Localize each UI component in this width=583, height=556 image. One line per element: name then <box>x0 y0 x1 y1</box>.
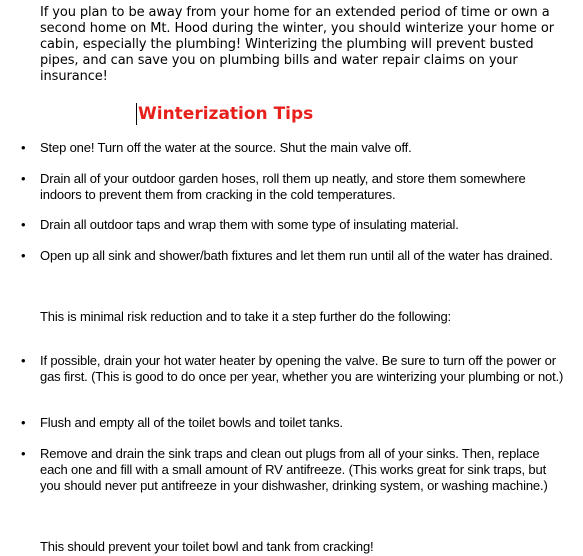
bullet-icon: • <box>21 415 26 430</box>
list-item-text: Drain all outdoor taps and wrap them with some type of insulating material. <box>40 217 459 232</box>
list-item-text: Remove and drain the sink traps and clean out plugs from all of your sinks. Then, replace each one and fill with a small amount of RV antifreeze. (This works great for sink traps, but you should never put antifreeze in your dishwasher, drinking system, or washing machine.) <box>40 446 548 493</box>
middle-note: This is minimal risk reduction and to take it a step further do the following: <box>40 309 451 324</box>
page-heading: Winterization Tips <box>138 104 314 124</box>
list-item <box>21 140 570 156</box>
bullet-icon: • <box>21 217 26 232</box>
list-item <box>21 446 570 494</box>
bullet-icon: • <box>21 248 26 263</box>
bullet-icon: • <box>21 353 26 368</box>
closing-note: This should prevent your toilet bowl and tank from cracking! <box>40 539 374 554</box>
list-item <box>21 353 570 385</box>
bullet-icon: • <box>21 171 26 186</box>
list-item <box>21 248 570 264</box>
list-item-text: If possible, drain your hot water heater by opening the valve. Be sure to turn off the power or gas first. (This is good to do once per year, whether you are winterizing your plumbing or not.) <box>40 353 564 384</box>
bullet-icon: • <box>21 446 26 461</box>
list-item-text: Open up all sink and shower/bath fixtures and let them run until all of the water has drained. <box>40 248 553 263</box>
list-item <box>21 171 570 203</box>
list-item <box>21 415 570 431</box>
intro-paragraph: If you plan to be away from your home for an extended period of time or own a second home on Mt. Hood during the winter, you should winterize your home or cabin, especially the plumbing! Winterizing the plumbing will prevent busted pipes, and can save you on plumbing bills and water repair claims on your insurance! <box>40 5 554 84</box>
list-item-text: Step one! Turn off the water at the source. Shut the main valve off. <box>40 140 412 155</box>
list-item-text: Drain all of your outdoor garden hoses, roll them up neatly, and store them somewhere indoors to prevent them from cracking in the cold temperatures. <box>40 171 526 202</box>
bullet-icon: • <box>21 140 26 155</box>
list-item <box>21 217 570 233</box>
list-item-text: Flush and empty all of the toilet bowls and toilet tanks. <box>40 415 343 430</box>
